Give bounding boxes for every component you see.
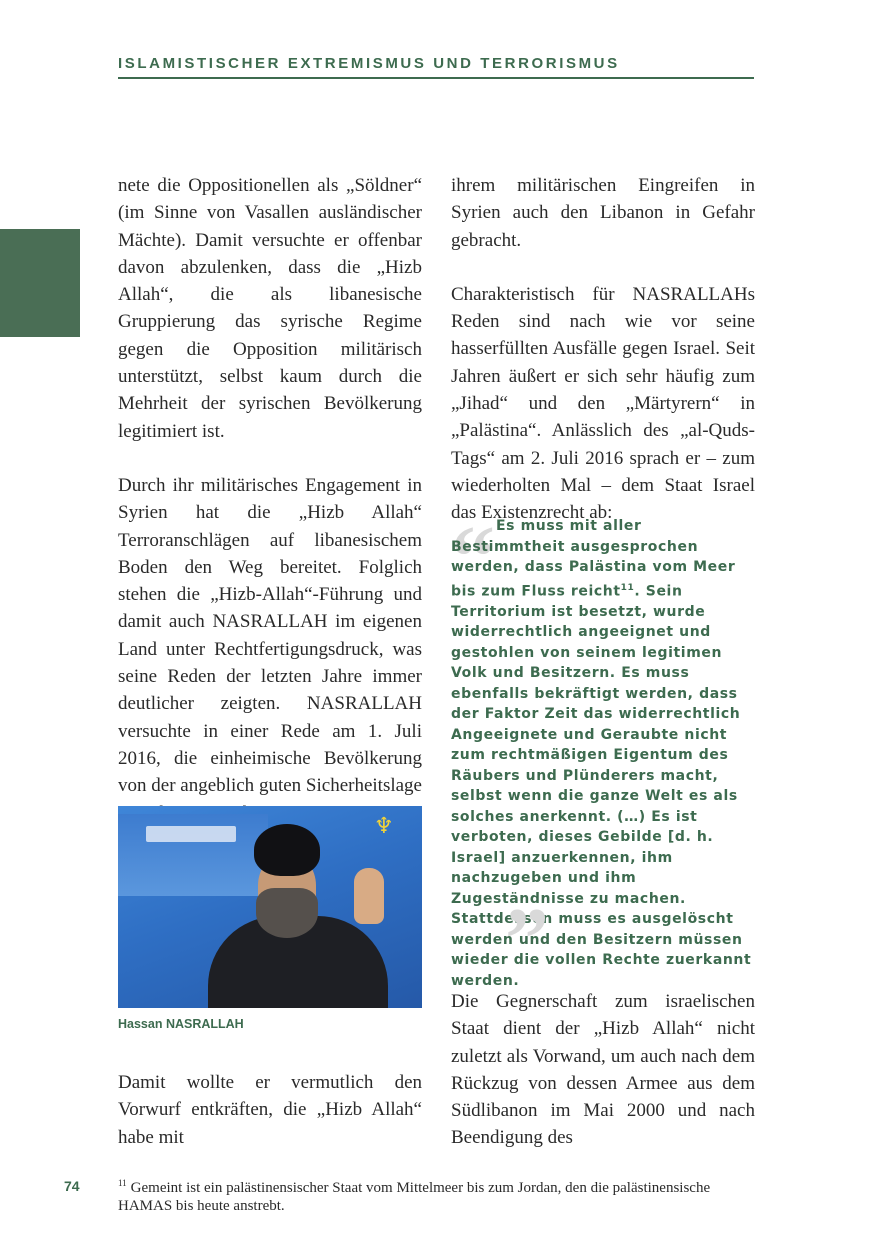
running-header: ISLAMISTISCHER EXTREMISMUS UND TERRORISMUS [118, 54, 754, 79]
quote-text [451, 509, 755, 991]
photo-banner [118, 814, 268, 896]
left-paragraph-3: Damit wollte er vermutlich den Vorwurf entkräften, die „Hizb Allah“ habe mit [118, 1072, 422, 1148]
photo-caption: Hassan NASRALLAH [118, 1017, 244, 1031]
photo-figure-turban [254, 824, 320, 876]
left-column [118, 172, 422, 827]
footnote-text: Gemeint ist ein palästinensischer Staat vom Mittelmeer bis zum Jordan, den die palästinensische HAMAS bis heute anstrebt. [118, 1180, 711, 1214]
right-paragraph-2: Charakteristisch für NASRALLAHs Reden sind nach wie vor seine hasserfüllten Ausfälle gegen Israel. Seit Jahren äußert er sich sehr häufig zum „Jihad“ und den „Märtyrern“ in „Palästina“. Anlässlich des „al-Quds-Tags“ am 2. Juli 2016 sprach er – zum wiederholten Mal – dem Staat Israel das Existenzrecht ab: [451, 283, 755, 524]
page-number: 74 [64, 1178, 80, 1194]
photo-figure-beard [256, 888, 318, 938]
footnote-ref: 11 [620, 582, 635, 593]
left-paragraph-2: Durch ihr militärisches Engagement in Syrien hat die „Hizb Allah“ Terroranschlägen auf libanesischem Boden den Weg bereitet. Folglich stehen die „Hizb-Allah“-Führung und damit auch NASRALLAH im eigenen Land unter Rechtfertigungsdruck, was seine Reden der letzten Jahre immer deutlicher zeigten. NASRALLAH versuchte in einer Rede am 1. Juli 2016, die einheimische Bevölkerung von der angeblich guten Sicherheitslage [118, 474, 422, 797]
footnote-number: 11 [118, 1178, 127, 1188]
quote-text-part-2: . Sein Territorium ist besetzt, wurde widerrechtlich angeeignet und gestohlen von seinem legitimen Volk und Besitzern. Es muss ebenfalls bekräftigt werden, dass der Faktor Zeit das widerrechtlich Angeeignete und Geraubte nicht zum rechtmäßigen Eigentum des Räubers und Plünderers macht, selbst wenn die ganze Welt es als solches anerkennt. (…) Es ist verboten, dieses Gebilde [d. h. Israel] anzuerkennen, ihm nachzugeben und ihm Zugeständnisse zu machen. Stattdessen muss es ausgelöscht werden und den Besitzern müssen wieder die vollen Rechte zuerkannt werden. [451, 583, 752, 989]
close-quote-icon: ” [505, 891, 549, 988]
footnote [118, 1174, 758, 1215]
blockquote [451, 509, 755, 991]
right-paragraph-3: Die Gegnerschaft zum israelischen Staat dient der „Hizb Allah“ nicht zuletzt als Vorwand, um auch nach dem Rückzug von dessen Armee aus dem Südlibanon im Mai 2000 und nach Beendigung des [451, 991, 755, 1149]
quote-text-part-1: Es muss mit aller Bestimmtheit ausgesprochen werden, dass Palästina vom Meer bis zum Fluss reicht [451, 518, 736, 600]
photo-figure-hand [354, 868, 384, 924]
left-column-continued [118, 1069, 422, 1151]
nasrallah-photo [118, 806, 422, 1008]
open-quote-icon: “ [451, 509, 495, 606]
right-column [451, 172, 755, 527]
chapter-side-tab [0, 229, 80, 337]
right-paragraph-1: ihrem militärischen Eingreifen in Syrien auch den Libanon in Gefahr gebracht. [451, 175, 755, 251]
right-column-continued [451, 988, 755, 1152]
left-paragraph-1: nete die Oppositionellen als „Söldner“ (im Sinne von Vasallen ausländischer Mächte). Damit versuchte er offenbar davon abzulenken, dass die „Hizb Allah“, die als libanesische Gruppierung das syrische Regime gegen die Opposition militärisch unterstützt, selbst kaum durch die Mehrheit der syrischen Bevölkerung legitimiert ist. [118, 175, 422, 442]
party-logo-icon: ♆ [374, 814, 394, 839]
